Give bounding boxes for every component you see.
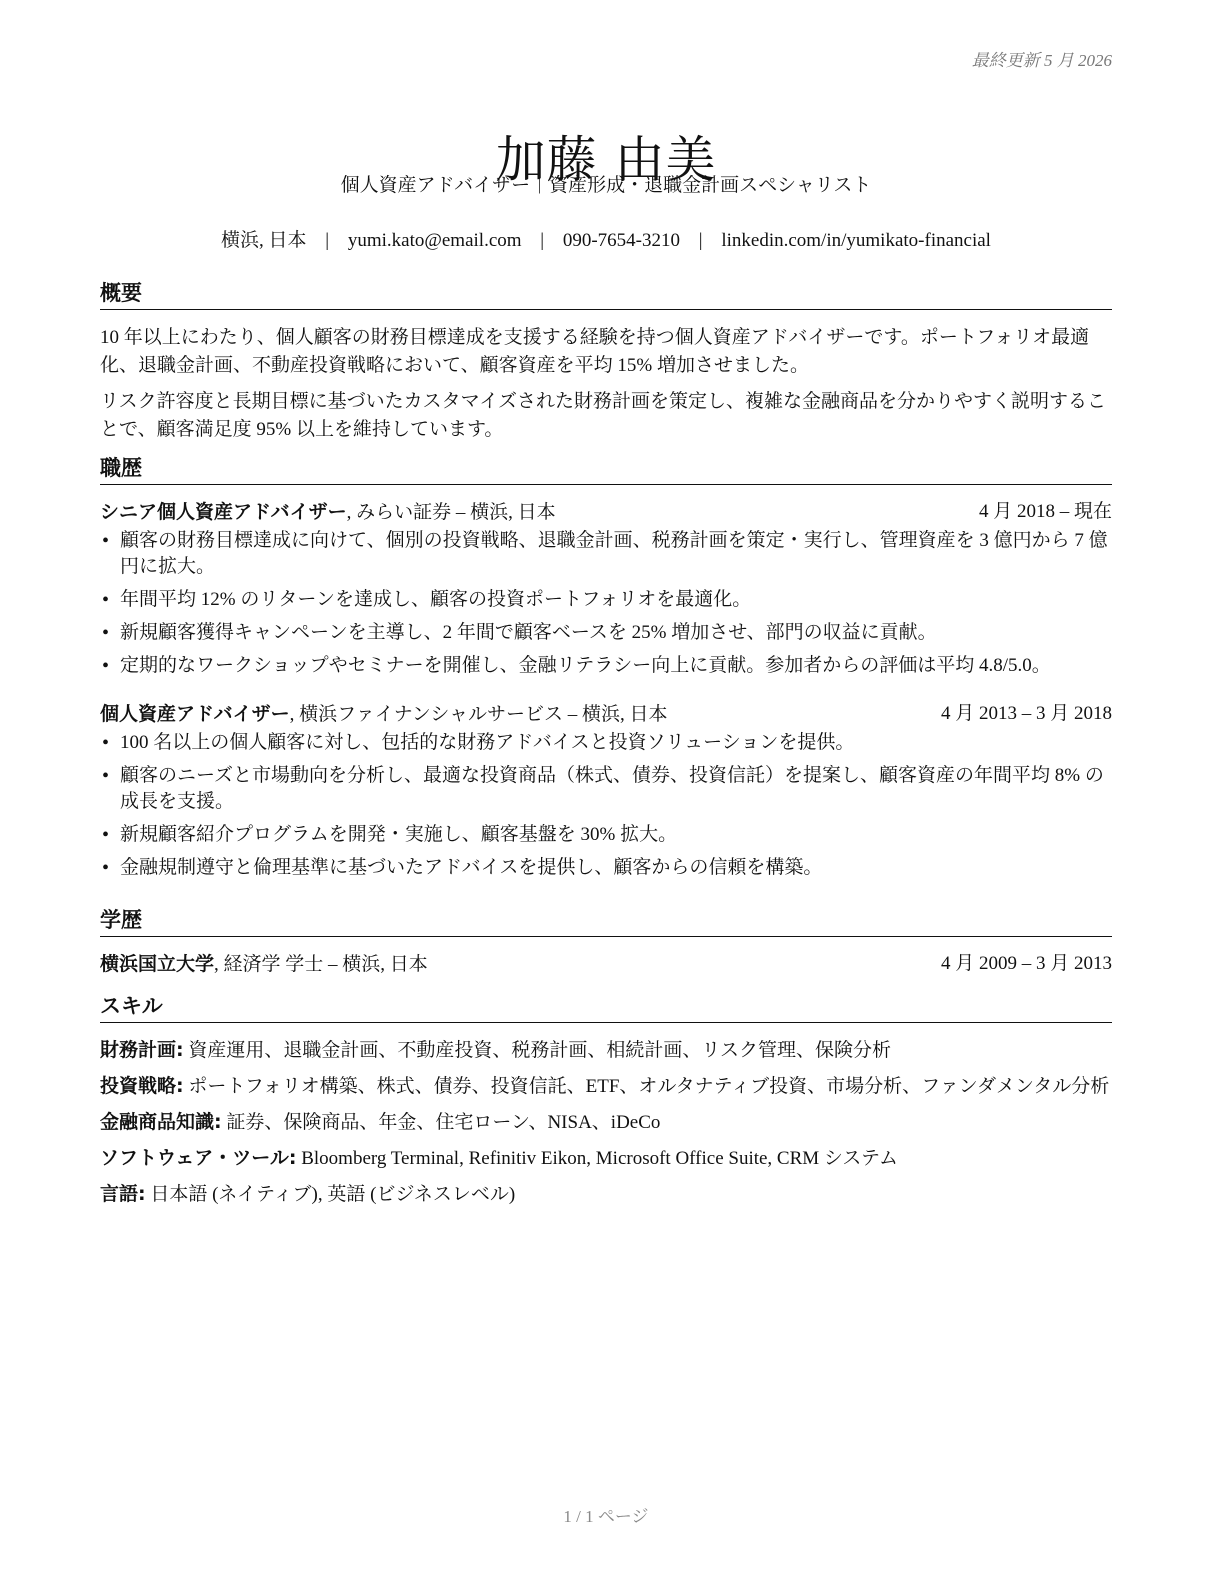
skill-label: 投資戦略: (100, 1075, 184, 1097)
skill-row (100, 1181, 1112, 1208)
skill-row (100, 1073, 1112, 1100)
job-bullet: • 定期的なワークショップやセミナーを開催し、金融リテラシー向上に貢献。参加者からの評価は平均 4.8/5.0。 (100, 653, 1112, 679)
experience-section (100, 452, 1112, 888)
skill-value: 資産運用、退職金計画、不動産投資、税務計画、相続計画、リスク管理、保険分析 (183, 1040, 891, 1061)
summary-paragraph: リスク許容度と長期目標に基づいたカスタマイズされた財務計画を策定し、複雑な金融商品を分かりやすく説明することで、顧客満足度 95% 以上を維持しています。 (100, 391, 1107, 440)
contact-separator: | (540, 230, 545, 251)
job-bullet: • 顧客のニーズと市場動向を分析し、最適な投資商品（株式、債券、投資信託）を提案し、顧客資産の年間平均 8% の成長を支援。 (100, 763, 1112, 815)
job-role: 個人資産アドバイザー (100, 703, 290, 725)
job-bullet: • 顧客の財務目標達成に向けて、個別の投資戦略、退職金計画、税務計画を策定・実行し、管理資産を 3 億円から 7 億円に拡大。 (100, 528, 1112, 580)
skill-row (100, 1037, 1112, 1064)
job-header (100, 701, 1112, 728)
job-header (100, 499, 1112, 526)
last-updated: 最終更新 5 月 2026 (971, 51, 1112, 70)
job-company: , みらい証券 – 横浜, 日本 (346, 502, 556, 523)
candidate-subtitle: 個人資産アドバイザー｜資産形成・退職金計画スペシャリスト (340, 175, 872, 196)
section-title-experience: 職歴 (100, 452, 1112, 485)
job-bullets (100, 730, 1112, 881)
education-section (100, 904, 1112, 978)
skill-label: 金融商品知識: (100, 1111, 222, 1133)
job-bullets (100, 528, 1112, 679)
education-line (100, 951, 428, 978)
education-dates: 4 月 2009 – 3 月 2013 (940, 953, 1112, 974)
job-bullet: • 金融規制遵守と倫理基準に基づいたアドバイスを提供し、顧客からの信頼を構築。 (100, 855, 1112, 881)
candidate-name: 加藤 由美 (495, 130, 717, 189)
contact-phone: 090-7654-3210 (562, 230, 681, 251)
contact-separator: | (325, 230, 330, 251)
skills-section (100, 990, 1112, 1217)
section-title-summary: 概要 (100, 277, 1112, 310)
resume-page (100, 0, 1112, 1584)
skill-label: 財務計画: (100, 1039, 184, 1061)
job-dates: 4 月 2013 – 3 月 2018 (940, 703, 1112, 724)
section-title-education: 学歴 (100, 904, 1112, 937)
summary-section (100, 277, 1112, 444)
skill-row (100, 1109, 1112, 1136)
job-entry (100, 499, 1112, 679)
contact-line (100, 225, 1112, 252)
skill-label: ソフトウェア・ツール: (100, 1147, 297, 1169)
skill-value: Bloomberg Terminal, Refinitiv Eikon, Microsoft Office Suite, CRM システム (296, 1148, 899, 1169)
skills-list (100, 1037, 1112, 1208)
job-role: シニア個人資産アドバイザー (100, 501, 347, 523)
job-bullet: • 新規顧客獲得キャンペーンを主導し、2 年間で顧客ベースを 25% 増加させ、部門の収益に貢献。 (100, 620, 1112, 646)
job-dates: 4 月 2018 – 現在 (978, 501, 1112, 522)
education-degree: , 経済学 学士 – 横浜, 日本 (214, 954, 428, 975)
skill-row (100, 1145, 1112, 1172)
skill-value: ポートフォリオ構築、株式、債券、投資信託、ETF、オルタナティブ投資、市場分析、ファンダメンタル分析 (183, 1076, 1110, 1097)
job-company: , 横浜ファイナンシャルサービス – 横浜, 日本 (289, 704, 668, 725)
education-school: 横浜国立大学 (100, 953, 215, 975)
contact-separator: | (698, 230, 703, 251)
job-entry (100, 701, 1112, 881)
education-entry (100, 951, 1112, 978)
contact-linkedin[interactable]: linkedin.com/in/yumikato-financial (721, 230, 991, 251)
contact-location: 横浜, 日本 (221, 230, 307, 251)
skill-value: 証券、保険商品、年金、住宅ローン、NISA、iDeCo (221, 1112, 661, 1133)
job-title-line (100, 701, 667, 728)
summary-paragraph: 10 年以上にわたり、個人顧客の財務目標達成を支援する経験を持つ個人資産アドバイザーです。ポートフォリオ最適化、退職金計画、不動産投資戦略において、顧客資産を平均 15% 増加させました。 (100, 327, 1090, 376)
job-bullet: • 新規顧客紹介プログラムを開発・実施し、顧客基盤を 30% 拡大。 (100, 822, 1112, 848)
contact-email[interactable]: yumi.kato@email.com (347, 230, 522, 251)
skill-label: 言語: (100, 1183, 146, 1205)
page-number: 1 / 1 ページ (563, 1507, 649, 1526)
job-bullet: • 100 名以上の個人顧客に対し、包括的な財務アドバイスと投資ソリューションを提供。 (100, 730, 1112, 756)
job-bullet: • 年間平均 12% のリターンを達成し、顧客の投資ポートフォリオを最適化。 (100, 587, 1112, 613)
skill-value: 日本語 (ネイティブ), 英語 (ビジネスレベル) (145, 1184, 516, 1205)
job-title-line (100, 499, 556, 526)
section-title-skills: スキル (100, 990, 1112, 1023)
